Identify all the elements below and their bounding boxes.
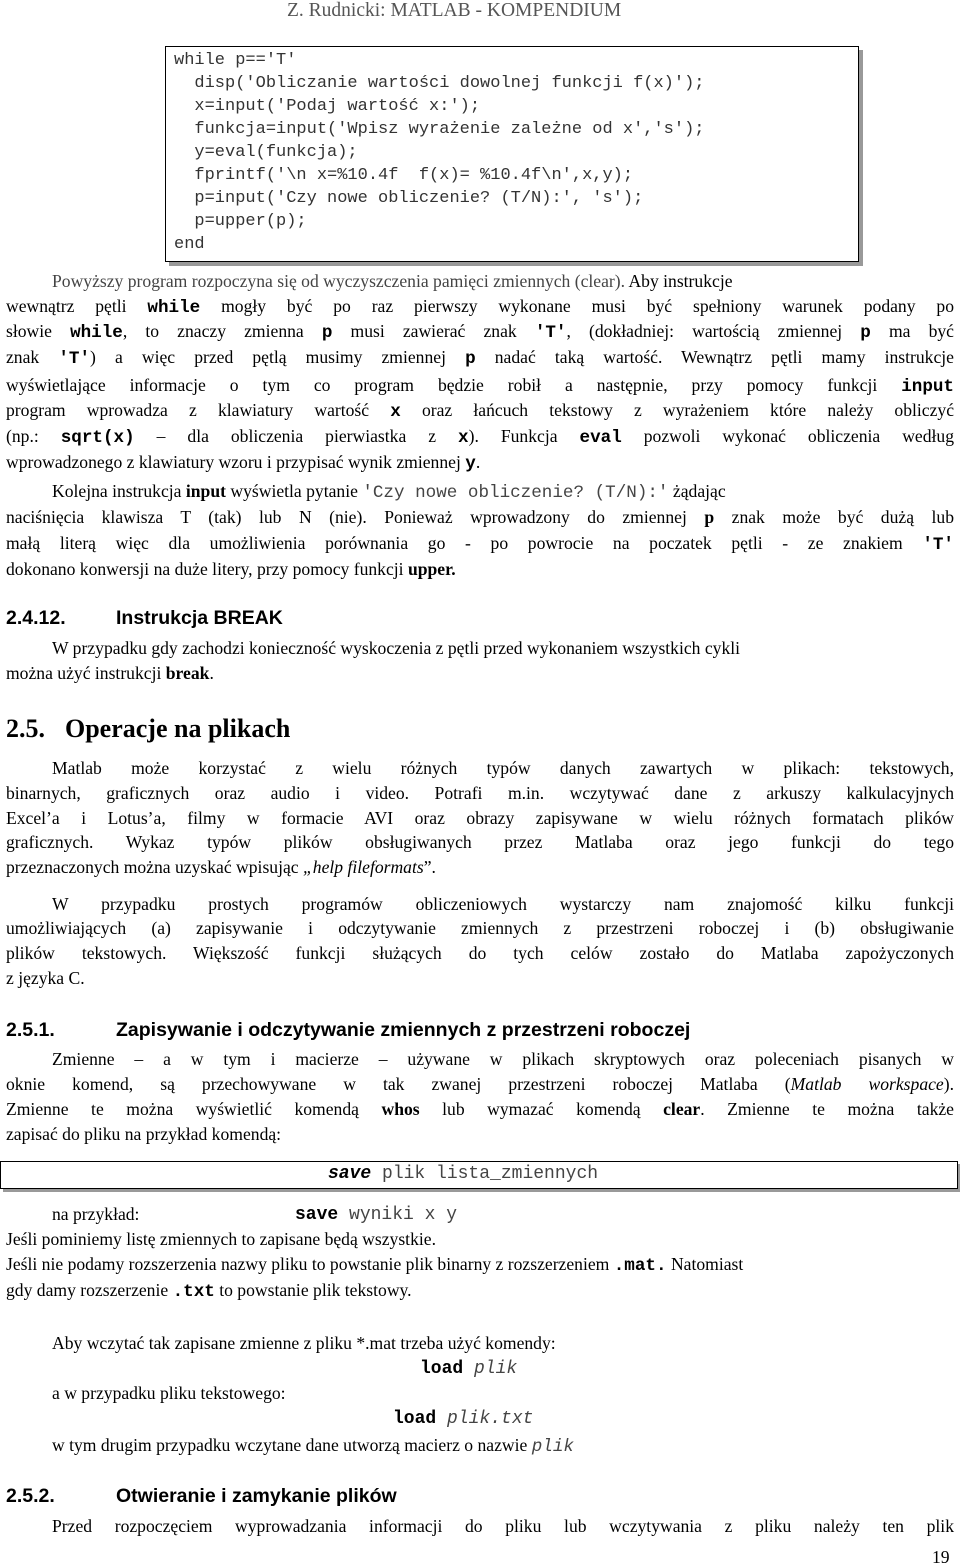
example-command: save wyniki x y [295, 1205, 458, 1225]
code-listing [165, 46, 859, 262]
text-line: gdy damy rozszerzenie .txt to powstanie plik tekstowy. [6, 1280, 412, 1302]
section-title-open-close: Otwieranie i zamykanie plików [116, 1485, 397, 1507]
text-line: W przypadku gdy zachodzi konieczność wyskoczenia z pętli przed wykonaniem wszystkich cykli [52, 638, 741, 658]
text-line: plików tekstowych. Większość funkcji służących do tych celów zostało do Matlaba zapożyczonych [6, 943, 954, 963]
text-line: wprowadzonego z klawiatury wzoru i przypisać wynik zmiennej y. [6, 452, 481, 474]
load-command-mat: load plik [420, 1359, 518, 1379]
text-line: graficznych. Wykaz typów plików obsługiwanych przez Matlaba oraz jego funkcji do tego [6, 832, 954, 852]
section-title-break: Instrukcja BREAK [116, 607, 283, 629]
load-command-txt: load plik.txt [393, 1409, 534, 1429]
text-line: Zmienne te można wyświetlić komendą whos lub wymazać komendą clear. Zmienne te można także [6, 1099, 954, 1119]
code-line: disp('Obliczanie wartości dowolnej funkcji f(x)'); [174, 74, 705, 93]
text-line: Jeśli nie podamy rozszerzenia nazwy pliku to powstanie plik binarny z rozszerzeniem .mat. Natomiast [6, 1254, 744, 1276]
code-line: funkcja=input('Wpisz wyrażenie zależne od x','s'); [174, 120, 705, 139]
text-line: przeznaczonych można uzyskać wpisując „help fileformats”. [6, 857, 436, 877]
text-line: słowie while, to znaczy zmienna p musi zawierać znak 'T', (dokładniej: wartością zmiennej p ma być [6, 321, 954, 343]
section-number-2-5-2: 2.5.2. [6, 1485, 55, 1507]
text-line: znak 'T') a więc przed pętlą musimy zmiennej p nadać taką wartość. Wewnątrz pętli mamy instrukcje [6, 347, 954, 369]
text-line: binarnych, graficznych oraz audio i video. Potrafi m.in. wczytywać dane z arkuszy kalkulacyjnych [6, 783, 954, 803]
text-line: W przypadku prostych programów obliczeniowych wystarczy nam znajomość kilku funkcji [52, 894, 954, 914]
text-line: w tym drugim przypadku wczytane dane utworzą macierz o nazwie plik [52, 1435, 574, 1457]
text-line: Matlab może korzystać z wielu różnych typów danych zawartych w plikach: tekstowych, [52, 758, 954, 778]
text-line: można użyć instrukcji break. [6, 663, 214, 683]
page-header: Z. Rudnicki: MATLAB - KOMPENDIUM [287, 0, 622, 21]
text-line: Przed rozpoczęciem wyprowadzania informacji do pliku lub wczytywania z pliku należy ten plik [52, 1516, 954, 1536]
text-line: Powyższy program rozpoczyna się od wyczyszczenia pamięci zmiennych (clear). Aby instrukcje [52, 271, 733, 291]
section-number-2-4-12: 2.4.12. [6, 607, 66, 629]
text-line: z języka C. [6, 968, 85, 988]
text-line: oknie komend, są przechowywane w tak zwanej przestrzeni roboczej Matlaba (Matlab workspace). [6, 1074, 954, 1094]
text-line: dokonano konwersji na duże litery, przy pomocy funkcji upper. [6, 559, 456, 579]
text-line: program wprowadza z klawiatury wartość x oraz łańcuch tekstowy z wyrażeniem które należy obliczyć [6, 400, 955, 422]
text-line: (np.: sqrt(x) – dla obliczenia pierwiastka z x). Funkcja eval pozwoli wykonać obliczenia według [6, 426, 954, 448]
code-line: end [174, 235, 205, 254]
text-line: Aby wczytać tak zapisane zmienne z pliku *.mat trzeba użyć komendy: [52, 1333, 556, 1353]
section-title-workspace: Zapisywanie i odczytywanie zmiennych z przestrzeni roboczej [116, 1019, 691, 1041]
code-line: p=input('Czy nowe obliczenie? (T/N):', 's'); [174, 189, 644, 208]
save-command: save plik lista_zmiennych [328, 1164, 599, 1184]
code-line: fprintf('\n x=%10.4f f(x)= %10.4f\n',x,y); [174, 166, 634, 185]
example-label: na przykład: [52, 1204, 140, 1224]
text-line: małą literą więc dla umożliwienia porównania go - po powrocie na poczatek pętli - ze znakiem 'T' [6, 533, 954, 555]
page-number: 19 [932, 1547, 950, 1567]
text-line: zapisać do pliku na przykład komendą: [6, 1124, 282, 1144]
text-line: umożliwiających (a) zapisywanie i odczytywanie zmiennych z przestrzeni roboczej i (b) obsługiwanie [6, 918, 954, 938]
text-line: wewnątrz pętli while mogły być po raz pierwszy wykonane musi być spełniony warunek podany po [6, 296, 954, 318]
text-line: Kolejna instrukcja input wyświetla pytanie 'Czy nowe obliczenie? (T/N):' żądając [52, 481, 726, 503]
code-line: y=eval(funkcja); [174, 143, 358, 162]
code-line: p=upper(p); [174, 212, 307, 231]
text-line: wyświetlające informacje o tym co program będzie robił a następnie, przy pomocy funkcji input [6, 375, 954, 397]
text-line: naciśnięcia klawisza T (tak) lub N (nie). Ponieważ wprowadzony do zmiennej p znak może być dużą lub [6, 507, 954, 527]
text-line: Excel’a i Lotus’a, filmy w formacie AVI oraz obrazy zapisywane w wielu różnych formatach plików [6, 808, 954, 828]
section-title-files: Operacje na plikach [65, 714, 291, 743]
code-line: while p=='T' [174, 51, 297, 70]
code-line: x=input('Podaj wartość x:'); [174, 97, 481, 116]
section-number-2-5-1: 2.5.1. [6, 1019, 55, 1041]
command-box-save [0, 1161, 958, 1189]
section-number-2-5: 2.5. [6, 714, 45, 743]
text-line: Jeśli pominiemy listę zmiennych to zapisane będą wszystkie. [6, 1229, 436, 1249]
text-line: a w przypadku pliku tekstowego: [52, 1383, 286, 1403]
text-line: Zmienne – a w tym i macierze – używane w plikach skryptowych oraz poleceniach pisanych w [52, 1049, 954, 1069]
